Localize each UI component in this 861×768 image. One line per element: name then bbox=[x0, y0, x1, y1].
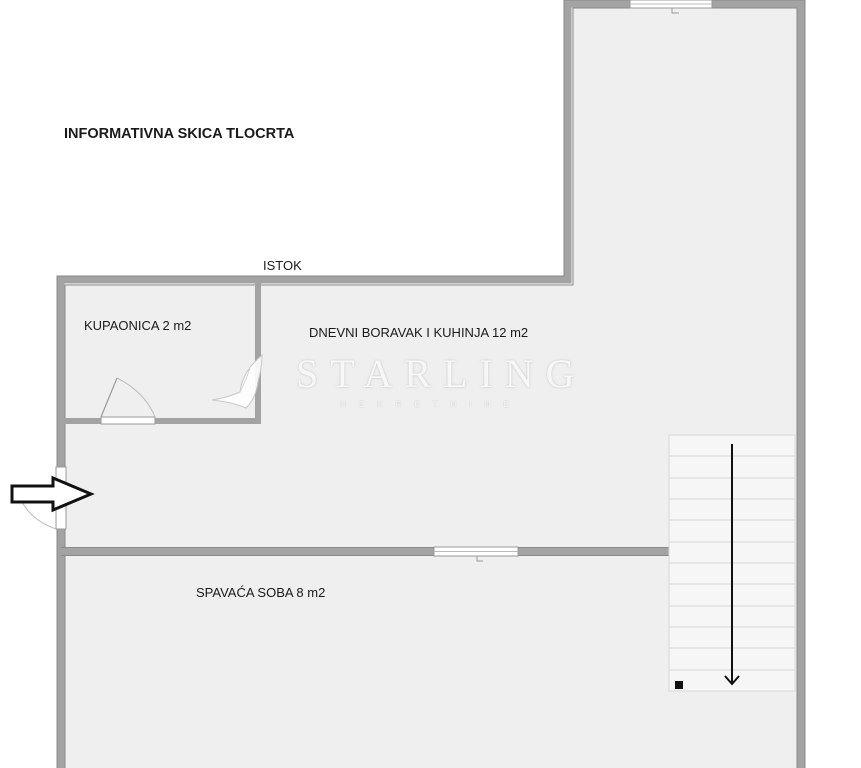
plan-title: INFORMATIVNA SKICA TLOCRTA bbox=[64, 126, 295, 142]
orientation-label: ISTOK bbox=[263, 258, 302, 273]
room-label-bedroom: SPAVAĆA SOBA 8 m2 bbox=[196, 585, 326, 600]
watermark-tagline: NEKRETNINE bbox=[340, 400, 522, 409]
room-label-bathroom: KUPAONICA 2 m2 bbox=[84, 318, 192, 333]
room-label-living-kitchen: DNEVNI BORAVAK I KUHINJA 12 m2 bbox=[309, 325, 529, 340]
watermark-brand: STARLING bbox=[296, 351, 587, 396]
bedroom-wall bbox=[61, 548, 680, 555]
